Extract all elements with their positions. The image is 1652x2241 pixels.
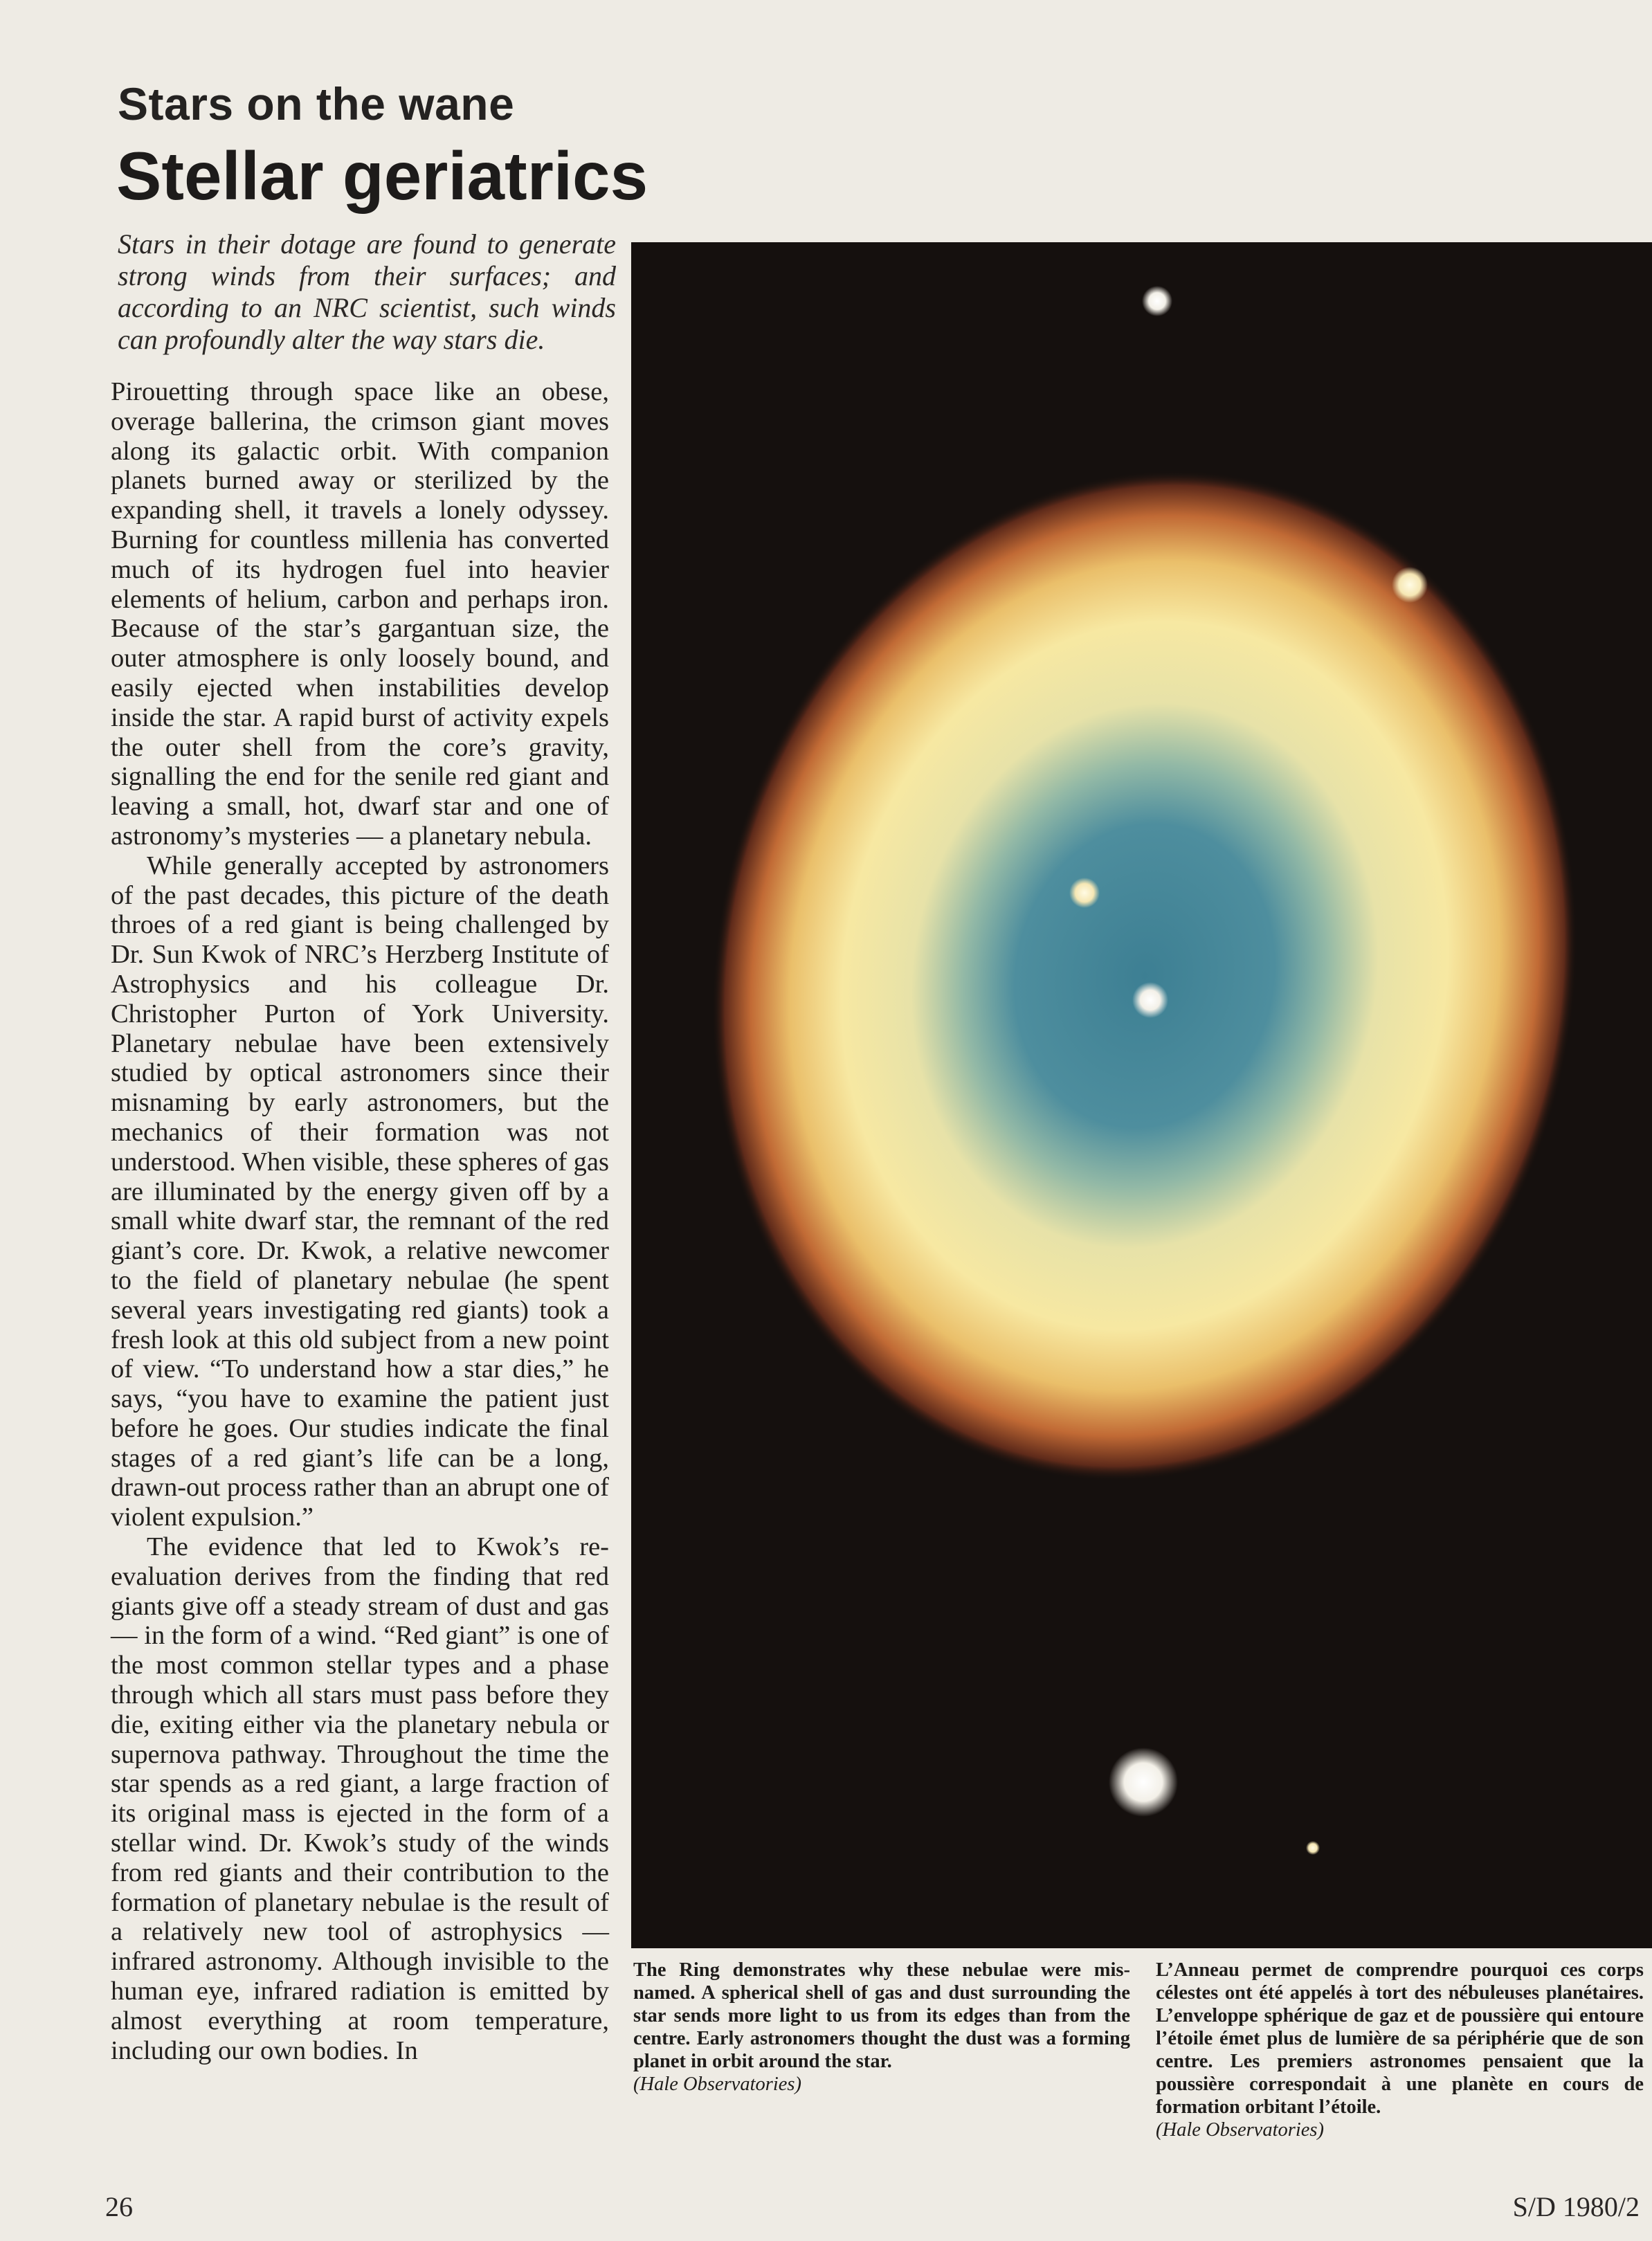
article-body xyxy=(111,377,609,2065)
background-star xyxy=(1306,1841,1320,1855)
background-star xyxy=(1069,878,1100,908)
page-number: 26 xyxy=(105,2191,133,2222)
article-title: Stellar geriatrics xyxy=(116,138,648,214)
bright-foreground-star xyxy=(1109,1748,1178,1817)
ring-nebula-photo xyxy=(631,242,1652,1948)
body-paragraph-1: Pirouetting through space like an obese, overage ballerina, the crimson giant moves along its galactic orbit. With companion planets burned away or sterilized by the expanding shell, it travels a lonely odyssey. Burning for countless millenia has converted much of its hydrogen fuel into heavier elements of helium, carbon and perhaps iron. Because of the star’s gargantuan size, the outer atmosphere is only loosely bound, and easily ejected when instabilities develop inside the star. A rapid burst of activity expels the outer shell from the core’s gravity, signalling the end for the senile red giant and leaving a small, hot, dwarf star and one of astronomy’s mysteries — a planetary nebula. xyxy=(111,377,609,851)
body-paragraph-2: While generally accepted by astronomers of the past decades, this picture of the death throes of a red giant is being challenged by Dr. Sun Kwok of NRC’s Herzberg Institute of Astrophysics and his colleague Dr. Christopher Purton of York University. Planetary nebulae have been extensively studied by optical astronomers since their misnaming by early astronomers, but the mechanics of their formation was not understood. When visible, these spheres of gas are illuminated by the energy given off by a small white dwarf star, the remnant of the red giant’s core. Dr. Kwok, a relative newcomer to the field of planetary nebulae (he spent several years investigating red giants) took a fresh look at this old subject from a new point of view. “To understand how a star dies,” he says, “you have to examine the patient just before he goes. Our studies indicate the final stages of a red giant’s life can be a long, drawn-out process rather than an abrupt one of violent expulsion.” xyxy=(111,851,609,1532)
caption-english-text: The Ring demonstrates why these nebulae were mis-named. A spherical shell of gas and dust surrounding the star sends more light to us from its edges than from the centre. Early astronomers thought the dust was a forming planet in orbit around the star. xyxy=(633,1959,1130,2072)
issue-label: S/D 1980/2 xyxy=(1512,2191,1640,2222)
background-star xyxy=(1392,567,1428,603)
body-paragraph-3: The evidence that led to Kwok’s re-evaluation derives from the finding that red giants give off a steady stream of dust and gas — in the form of a wind. “Red giant” is one of the most common stellar types and a phase through which all stars must pass before they die, exiting either via the planetary nebula or supernova pathway. Throughout the time the star spends as a red giant, a large fraction of its original mass is ejected in the form of a stellar wind. Dr. Kwok’s study of the winds from red giants and their contribution to the formation of planetary nebulae is the result of a relatively new tool of astrophysics — infrared astronomy. Although invisible to the human eye, infrared radiation is emitted by almost everything at room temperature, including our own bodies. In xyxy=(111,1532,609,2065)
caption-english-credit: (Hale Observatories) xyxy=(633,2074,801,2095)
caption-french-credit: (Hale Observatories) xyxy=(1156,2119,1324,2141)
article-kicker: Stars on the wane xyxy=(118,78,515,129)
caption-english xyxy=(633,1959,1130,2096)
caption-french xyxy=(1156,1959,1644,2141)
article-deck: Stars in their dotage are found to generate strong winds from their surfaces; and according to an NRC scientist, such winds can profoundly alter the way stars die. xyxy=(118,228,616,355)
background-star xyxy=(1142,286,1172,316)
caption-french-text: L’Anneau permet de comprendre pourquoi ces corps célestes ont été appelés à tort des nébuleuses planétaires. L’enveloppe sphérique de gaz et de poussière qui entoure l’étoile émet plus de lumière de sa périphérie que de son centre. Les premiers astronomes pensaient que la poussière correspondait à une planète en cours de formation orbitant l’étoile. xyxy=(1156,1959,1644,2118)
nebula-illustration xyxy=(631,242,1652,1948)
central-white-dwarf-star xyxy=(1132,982,1168,1018)
